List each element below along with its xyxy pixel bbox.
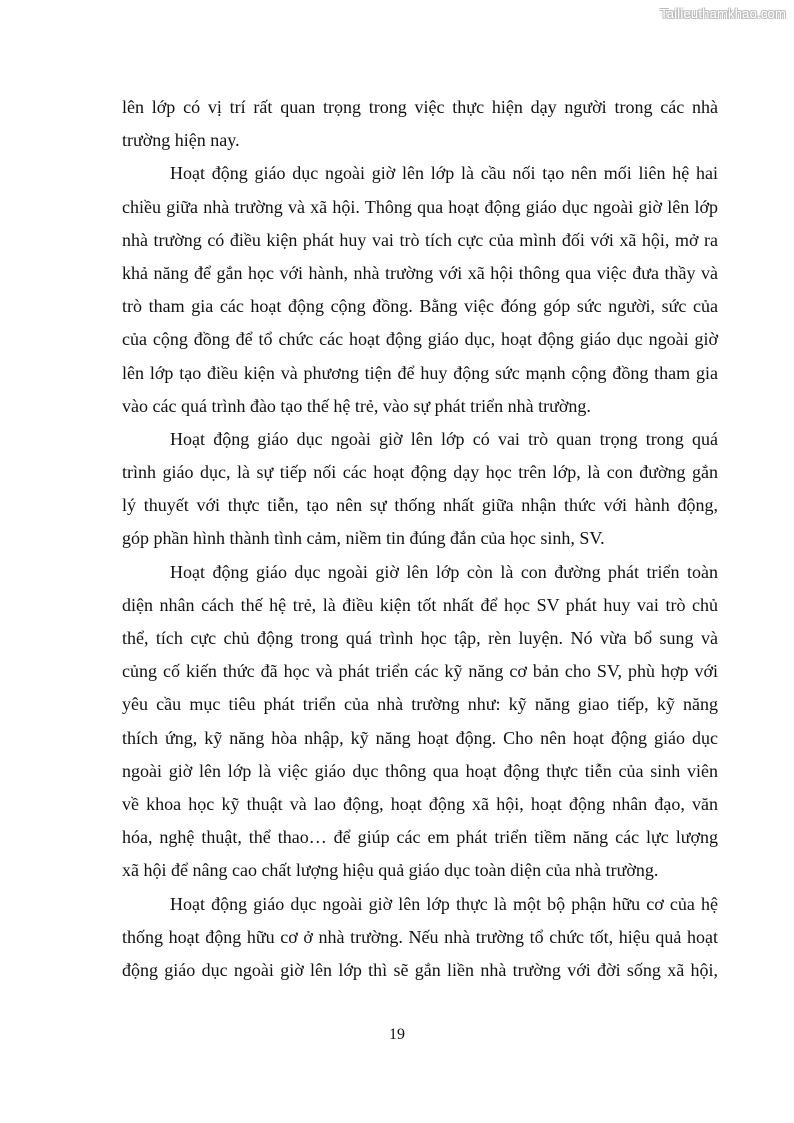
text-line: của cộng đồng để tổ chức các hoạt động giáo dục, hoạt động giáo dục ngoài giờ <box>122 329 718 350</box>
text-line: về khoa học kỹ thuật và lao động, hoạt động xã hội, hoạt động nhân đạo, văn <box>122 793 718 814</box>
text-line: yêu cầu mục tiêu phát triển của nhà trường như: kỹ năng giao tiếp, kỹ năng <box>122 694 718 715</box>
text-line: Hoạt động giáo dục ngoài giờ lên lớp còn là con đường phát triển toàn <box>170 561 718 582</box>
text-line: trình giáo dục, là sự tiếp nối các hoạt động dạy học trên lớp, là con đường gắn <box>122 462 718 483</box>
text-line: lên lớp có vị trí rất quan trọng trong việc thực hiện dạy người trong các nhà <box>122 97 718 117</box>
text-line: ngoài giờ lên lớp là việc giáo dục thông qua hoạt động thực tiễn của sinh viên <box>122 760 718 781</box>
text-line: động giáo dục ngoài giờ lên lớp thì sẽ gắn liền nhà trường với đời sống xã hội, <box>122 959 718 980</box>
watermark: Tailieuthamkhao.com <box>660 6 786 21</box>
text-line: lên lớp tạo điều kiện và phương tiện để huy động sức mạnh cộng đồng tham gia <box>122 362 718 383</box>
text-line: Hoạt động giáo dục ngoài giờ lên lớp có vai trò quan trọng trong quá <box>170 428 718 449</box>
document-body <box>122 91 718 987</box>
text-line: khả năng để gắn học với hành, nhà trường với xã hội thông qua việc đưa thầy và <box>122 262 718 283</box>
text-line: Hoạt động giáo dục ngoài giờ lên lớp là cầu nối tạo nên mối liên hệ hai <box>170 163 718 184</box>
text-line: trò tham gia các hoạt động cộng đồng. Bằng việc đóng góp sức người, sức của <box>122 296 718 317</box>
text-line: củng cố kiến thức đã học và phát triển các kỹ năng cơ bản cho SV, phù hợp với <box>122 661 718 682</box>
text-line: trường hiện nay. <box>122 130 240 151</box>
text-line: lý thuyết với thực tiễn, tạo nên sự thống nhất giữa nhận thức với hành động, <box>122 495 718 516</box>
text-line: thống hoạt động hữu cơ ở nhà trường. Nếu nhà trường tổ chức tốt, hiệu quả hoạt <box>122 926 718 947</box>
text-line: chiều giữa nhà trường và xã hội. Thông qua hoạt động giáo dục ngoài giờ lên lớp <box>122 196 718 217</box>
text-line: xã hội để nâng cao chất lượng hiệu quả giáo dục toàn diện của nhà trường. <box>122 860 659 881</box>
text-line: thích ứng, kỹ năng hòa nhập, kỹ năng hoạt động. Cho nên hoạt động giáo dục <box>122 727 718 748</box>
text-line: góp phần hình thành tình cảm, niềm tin đúng đắn của học sinh, SV. <box>122 528 605 549</box>
text-line: nhà trường có điều kiện phát huy vai trò tích cực của mình đối với xã hội, mở ra <box>122 229 718 250</box>
text-line: Hoạt động giáo dục ngoài giờ lên lớp thực là một bộ phận hữu cơ của hệ <box>170 893 718 914</box>
text-line: thể, tích cực chủ động trong quá trình học tập, rèn luyện. Nó vừa bổ sung và <box>122 628 718 648</box>
text-line: vào các quá trình đào tạo thế hệ trẻ, vào sự phát triển nhà trường. <box>122 395 591 416</box>
text-line: hóa, nghệ thuật, thể thao… để giúp các em phát triển tiềm năng các lực lượng <box>122 827 718 848</box>
text-line: diện nhân cách thế hệ trẻ, là điều kiện tốt nhất để học SV phát huy vai trò chủ <box>122 594 718 615</box>
page-number: 19 <box>389 1026 405 1043</box>
